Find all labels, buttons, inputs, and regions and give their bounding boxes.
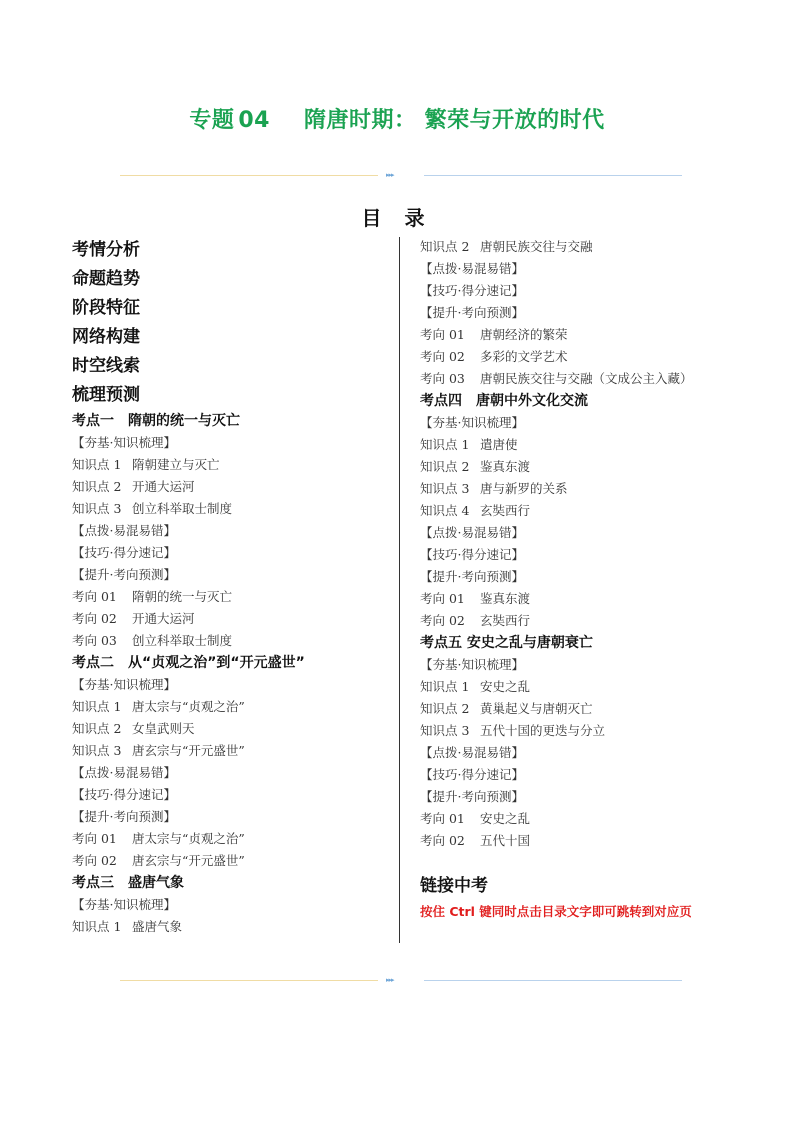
column-divider [399, 237, 400, 943]
toc-entry-label: 五代十国的更迭与分立 [480, 723, 606, 738]
toc-entry-label: 【点拨·易混易错】 [420, 525, 524, 540]
toc-entry-label: 【技巧·得分速记】 [72, 787, 176, 802]
toc-topic[interactable]: 考点一 隋朝的统一与灭亡 [72, 413, 240, 429]
toc-entry-label: 【提升·考向预测】 [420, 569, 524, 584]
toc-entry[interactable] [72, 586, 392, 608]
toc-entry-label: 唐朝民族交往与交融 [480, 239, 593, 254]
toc-entry-label: 隋朝的统一与灭亡 [132, 589, 233, 604]
toc-entry-label: 【提升·考向预测】 [72, 809, 176, 824]
toc-section[interactable]: 梳理预测 [72, 385, 140, 405]
toc-entry[interactable] [420, 478, 760, 500]
toc-entry[interactable] [420, 456, 760, 478]
toc-entry-label: 【夯基·知识梳理】 [72, 677, 176, 692]
toc-entry[interactable] [420, 280, 760, 302]
toc-section[interactable]: 命题趋势 [72, 269, 140, 289]
toc-entry-label: 安史之乱 [480, 679, 531, 694]
toc-entry-label: 安史之乱 [480, 811, 531, 826]
toc-entry[interactable] [420, 236, 760, 258]
toc-entry-label: 开通大运河 [132, 611, 195, 626]
toc-entry-code: 知识点 2 [72, 479, 122, 494]
toc-entry-code: 知识点 1 [72, 457, 122, 472]
toc-entry-label: 唐与新罗的关系 [480, 481, 568, 496]
toc-entry[interactable] [420, 830, 760, 852]
toc-heading: 目 录 [361, 206, 433, 230]
bottom-divider [120, 977, 682, 985]
toc-entry-code: 知识点 1 [420, 437, 470, 452]
toc-entry[interactable] [420, 522, 760, 544]
toc-entry[interactable] [72, 894, 392, 916]
toc-entry[interactable] [72, 850, 392, 872]
toc-entry[interactable] [420, 588, 760, 610]
toc-entry-code: 知识点 2 [72, 721, 122, 736]
toc-topic[interactable]: 考点三 盛唐气象 [72, 875, 184, 891]
toc-left-column [72, 236, 392, 938]
toc-entry-label: 鉴真东渡 [480, 591, 531, 606]
toc-entry-code: 考向 03 [72, 633, 117, 648]
toc-entry[interactable] [72, 564, 392, 586]
toc-entry-code: 考向 01 [72, 589, 117, 604]
toc-entry[interactable] [420, 742, 760, 764]
toc-entry[interactable] [420, 676, 760, 698]
toc-entry-label: 【点拨·易混易错】 [72, 523, 176, 538]
toc-entry-code: 考向 02 [420, 349, 465, 364]
toc-entry-label: 【技巧·得分速记】 [420, 547, 524, 562]
toc-right-column [420, 236, 760, 923]
toc-topic[interactable]: 考点四 唐朝中外文化交流 [420, 393, 588, 409]
toc-entry[interactable] [72, 916, 392, 938]
toc-entry[interactable] [420, 566, 760, 588]
toc-entry-label: 【点拨·易混易错】 [420, 261, 524, 276]
toc-entry-label: 创立科举取士制度 [132, 633, 233, 648]
toc-section[interactable]: 时空线索 [72, 356, 140, 376]
toc-entry-label: 【技巧·得分速记】 [72, 545, 176, 560]
toc-entry-label: 唐太宗与“贞观之治” [132, 831, 245, 846]
divider-left-line [120, 175, 378, 176]
toc-entry-code: 知识点 3 [72, 501, 122, 516]
toc-entry[interactable] [72, 630, 392, 652]
toc-entry-label: 【夯基·知识梳理】 [72, 435, 176, 450]
toc-section[interactable]: 考情分析 [72, 240, 140, 260]
toc-entry[interactable] [420, 808, 760, 830]
toc-entry[interactable] [420, 434, 760, 456]
title-number: 04 [238, 108, 270, 133]
toc-entry-label: 盛唐气象 [132, 919, 183, 934]
toc-entry-label: 多彩的文学艺术 [480, 349, 568, 364]
divider-right-line [424, 175, 682, 176]
toc-entry-label: 鉴真东渡 [480, 459, 531, 474]
toc-entry[interactable] [420, 544, 760, 566]
top-divider [120, 172, 682, 180]
toc-section[interactable]: 网络构建 [72, 327, 140, 347]
toc-entry[interactable] [420, 368, 760, 390]
toc-entry-label: 遣唐使 [480, 437, 518, 452]
toc-entry-label: 开通大运河 [132, 479, 195, 494]
divider-arrow-icon: ▸▸▸ [386, 171, 394, 179]
toc-entry-label: 【提升·考向预测】 [420, 789, 524, 804]
toc-entry-label: 唐朝民族交往与交融（文成公主入藏） [480, 371, 693, 386]
toc-entry[interactable] [72, 674, 392, 696]
page-title [0, 103, 794, 134]
toc-entry[interactable] [72, 432, 392, 454]
toc-section[interactable]: 阶段特征 [72, 298, 140, 318]
toc-entry-label: 唐太宗与“贞观之治” [132, 699, 245, 714]
toc-entry[interactable] [72, 718, 392, 740]
toc-entry-code: 知识点 3 [420, 723, 470, 738]
toc-entry-code: 知识点 1 [72, 919, 122, 934]
toc-entry[interactable] [420, 786, 760, 808]
toc-entry-label: 【夯基·知识梳理】 [72, 897, 176, 912]
toc-entry-code: 考向 02 [72, 853, 117, 868]
toc-entry-label: 【提升·考向预测】 [420, 305, 524, 320]
toc-topic[interactable]: 考点五 安史之乱与唐朝衰亡 [420, 635, 593, 651]
toc-section[interactable]: 链接中考 [420, 876, 488, 896]
toc-entry-code: 考向 03 [420, 371, 465, 386]
toc-entry-code: 知识点 2 [420, 239, 470, 254]
toc-entry-label: 【点拨·易混易错】 [72, 765, 176, 780]
toc-entry-code: 知识点 1 [72, 699, 122, 714]
toc-entry[interactable] [420, 610, 760, 632]
toc-entry[interactable] [420, 346, 760, 368]
toc-entry-label: 黄巢起义与唐朝灭亡 [480, 701, 593, 716]
toc-entry-label: 唐朝经济的繁荣 [480, 327, 568, 342]
toc-entry-code: 考向 01 [72, 831, 117, 846]
toc-topic[interactable]: 考点二 从“贞观之治”到“开元盛世” [72, 655, 305, 671]
toc-entry-label: 唐玄宗与“开元盛世” [132, 853, 245, 868]
toc-entry-code: 考向 02 [420, 613, 465, 628]
divider-left-line [120, 980, 378, 981]
toc-entry-label: 隋朝建立与灭亡 [132, 457, 220, 472]
toc-entry[interactable] [420, 324, 760, 346]
toc-entry[interactable] [420, 500, 760, 522]
toc-entry-label: 玄奘西行 [480, 503, 531, 518]
toc-entry-label: 创立科举取士制度 [132, 501, 233, 516]
toc-entry-code: 知识点 3 [420, 481, 470, 496]
toc-entry[interactable] [72, 520, 392, 542]
toc-entry-code: 考向 01 [420, 811, 465, 826]
toc-entry-label: 玄奘西行 [480, 613, 531, 628]
toc-entry-label: 【技巧·得分速记】 [420, 767, 524, 782]
spacer [420, 852, 760, 872]
toc-entry[interactable] [72, 476, 392, 498]
toc-entry-label: 【点拨·易混易错】 [420, 745, 524, 760]
toc-entry[interactable] [72, 498, 392, 520]
toc-entry[interactable] [72, 806, 392, 828]
toc-entry-label: 【提升·考向预测】 [72, 567, 176, 582]
toc-entry[interactable] [72, 762, 392, 784]
toc-entry-label: 唐玄宗与“开元盛世” [132, 743, 245, 758]
toc-entry-label: 五代十国 [480, 833, 531, 848]
toc-entry[interactable] [72, 696, 392, 718]
toc-entry[interactable] [72, 454, 392, 476]
divider-arrow-icon: ▸▸▸ [386, 976, 394, 984]
toc-entry-code: 考向 02 [420, 833, 465, 848]
toc-entry[interactable] [72, 784, 392, 806]
toc-entry[interactable] [420, 412, 760, 434]
toc-entry[interactable] [420, 720, 760, 742]
toc-entry[interactable] [420, 258, 760, 280]
toc-notice: 按住 Ctrl 键同时点击目录文字即可跳转到对应页 [420, 904, 692, 919]
toc-entry-label: 女皇武则天 [132, 721, 195, 736]
toc-entry[interactable] [72, 542, 392, 564]
toc-entry-code: 知识点 3 [72, 743, 122, 758]
toc-entry-code: 知识点 2 [420, 701, 470, 716]
toc-entry-code: 知识点 1 [420, 679, 470, 694]
toc-entry-code: 考向 01 [420, 591, 465, 606]
toc-entry-code: 知识点 4 [420, 503, 470, 518]
toc-entry[interactable] [72, 828, 392, 850]
toc-entry[interactable] [420, 654, 760, 676]
toc-entry-code: 考向 02 [72, 611, 117, 626]
toc-entry[interactable] [420, 698, 760, 720]
toc-entry-code: 考向 01 [420, 327, 465, 342]
toc-entry[interactable] [72, 608, 392, 630]
toc-entry-code: 知识点 2 [420, 459, 470, 474]
toc-entry-label: 【技巧·得分速记】 [420, 283, 524, 298]
toc-entry[interactable] [420, 302, 760, 324]
divider-right-line [424, 980, 682, 981]
title-subtitle: 隋唐时期： 繁荣与开放的时代 [303, 108, 605, 133]
title-topic: 专题 [189, 108, 235, 133]
toc-entry-label: 【夯基·知识梳理】 [420, 415, 524, 430]
toc-entry-label: 【夯基·知识梳理】 [420, 657, 524, 672]
toc-entry[interactable] [72, 740, 392, 762]
toc-entry[interactable] [420, 764, 760, 786]
